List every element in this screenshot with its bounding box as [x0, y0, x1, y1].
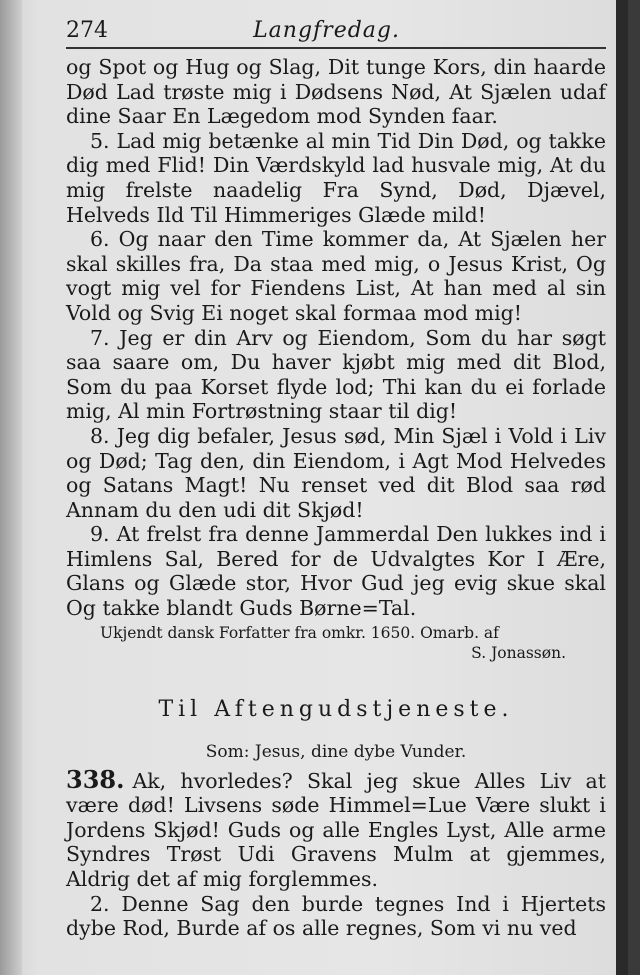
page-number: 274	[66, 18, 108, 43]
running-title: Langfredag.	[253, 18, 400, 43]
section-title: Til Aftengudstjeneste.	[158, 696, 514, 722]
hymn-b-body	[66, 764, 606, 941]
attribution-line-2: S. Jonassøn.	[471, 643, 566, 662]
hymn-a-verse-8: 8. Jeg dig befaler, Jesus sød, Min Sjæl i Vold i Liv og Død; Tag den, din Eiendom, i Agt Mod Helvedes og Satans Magt! Nu renset ved dit Blod saa rød Annam du den udi dit Skjød!	[66, 423, 606, 522]
hymn-a-verse-9: 9. At frelst fra denne Jammerdal Den lukkes ind i Himlens Sal, Bered for de Udvalgtes Kor I Ære, Glans og Glæde stor, Hvor Gud jeg evig skue skal Og takke blandt Guds Børne=Tal.	[66, 522, 606, 621]
hymn-b-verse-1-text: Ak, hvorledes? Skal jeg skue Alles Liv at være død! Livsens søde Himmel=Lue Være slukt i Jordens Skjød! Guds og alle Engles Lyst, Alle arme Syndres Trøst Udi Gravens Mulm at gjemmes, Aldrig det af mig forglemmes.	[66, 768, 606, 892]
page-spine-shadow	[0, 0, 22, 975]
hymn-a-body	[66, 55, 606, 621]
hymn-a-verse-5: 5. Lad mig betænke al min Tid Din Død, og takke dig med Flid! Din Værdskyld lad husvale mig, At du mig frelste naadelig Fra Synd, Død, Djævel, Helveds Ild Til Himmeriges Glæde mild!	[66, 128, 606, 227]
hymn-b-verse-2: 2. Denne Sag den burde tegnes Ind i Hjertets dybe Rod, Burde af os alle regnes, Som vi nu ved	[66, 891, 606, 941]
hymn-a-verse-7: 7. Jeg er din Arv og Eiendom, Som du har søgt saa saare om, Du haver kjøbt mig med dit Blod, Som du paa Korset flyde lod; Thi kan du ei forlade mig, Al min Fortrøstning staar til dig!	[66, 325, 606, 424]
page-edge-shadow	[616, 0, 628, 975]
hymn-b-verse-1	[66, 764, 606, 892]
melody-reference: Som: Jesus, dine dybe Vunder.	[205, 741, 467, 762]
hymn-a-verse-6: 6. Og naar den Time kommer da, At Sjælen her skal skilles fra, Da staa med mig, o Jesus Krist, Og vogt mig vel for Fiendens List, At han med al sin Vold og Svig Ei noget skal formaa mod mig!	[66, 227, 606, 325]
hymn-number: 338.	[66, 764, 125, 794]
page-header	[66, 18, 606, 49]
hymn-a-continuation: og Spot og Hug og Slag, Dit tunge Kors, din haarde Død Lad trøste mig i Dødsens Nød, At Sjælen udaf dine Saar En Lægedom mod Synden faar.	[66, 55, 606, 129]
hymn-a-attribution	[100, 623, 606, 663]
attribution-line-1: Ukjendt dansk Forfatter fra omkr. 1650. Omarb. af	[100, 623, 499, 642]
